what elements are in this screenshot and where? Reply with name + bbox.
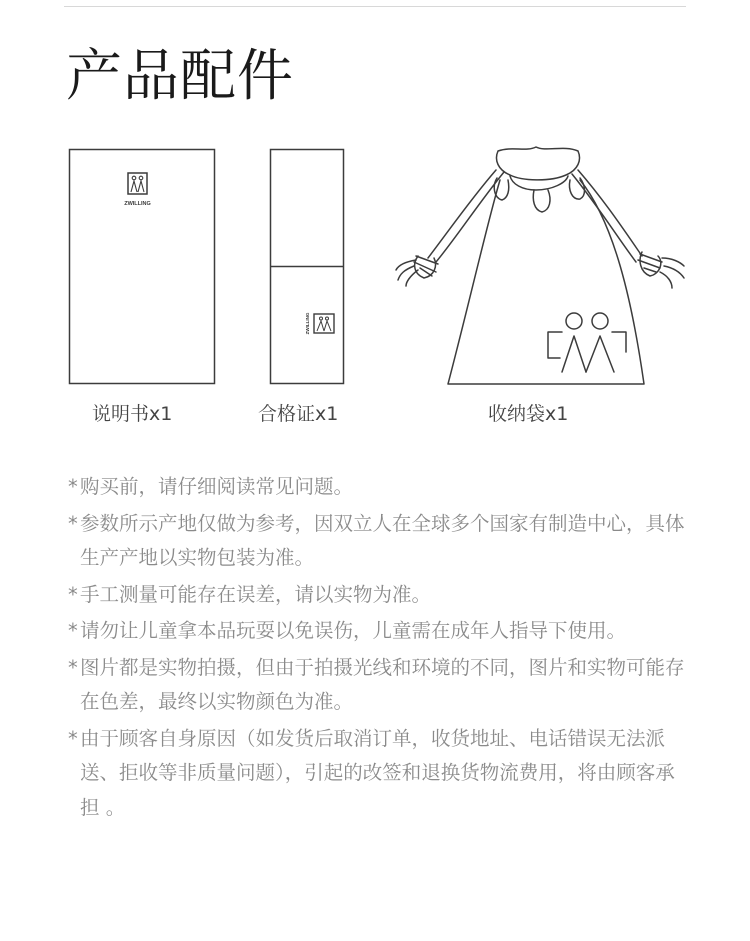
manual-illustration — [70, 150, 215, 384]
certificate-illustration — [271, 150, 344, 384]
notice-item — [68, 578, 688, 613]
notice-text: 图片都是实物拍摄，但由于拍摄光线和环境的不同，图片和实物可能存在色差，最终以实物颜色为准。 — [80, 655, 685, 713]
notice-marker: * — [68, 475, 78, 498]
pouch-illustration — [396, 147, 684, 384]
top-divider — [64, 0, 686, 7]
manual-label: 说明书x1 — [92, 403, 173, 425]
page-title: 产品配件 — [66, 44, 294, 109]
certificate-label: 合格证x1 — [258, 403, 339, 425]
notice-item — [68, 651, 688, 720]
pouch-label: 收纳袋x1 — [488, 403, 569, 425]
notice-text: 参数所示产地仅做为参考，因双立人在全球多个国家有制造中心，具体生产产地以实物包装为准。 — [80, 511, 685, 569]
notice-list — [68, 470, 688, 827]
notice-text: 手工测量可能存在误差，请以实物为准。 — [80, 582, 432, 606]
notice-text: 由于顾客自身原因（如发货后取消订单，收货地址、电话错误无法派送、拒收等非质量问题），引起的改签和退换货物流费用，将由顾客承担 。 — [80, 726, 675, 819]
notice-marker: * — [68, 511, 78, 535]
certificate-brand-text: ZWILLING — [305, 312, 310, 335]
notice-item — [68, 722, 688, 826]
manual-brand-text: ZWILLING — [124, 201, 151, 207]
notice-marker: * — [68, 582, 78, 606]
accessories-illustration — [0, 140, 750, 392]
notice-item — [68, 507, 688, 576]
notice-item — [68, 470, 688, 505]
notice-text: 请勿让儿童拿本品玩耍以免误伤，儿童需在成年人指导下使用。 — [80, 619, 627, 642]
notice-marker: * — [68, 655, 78, 679]
notice-item — [68, 614, 688, 649]
notice-text: 购买前，请仔细阅读常见问题。 — [80, 475, 354, 498]
twin-figures-logo-icon — [548, 313, 626, 372]
notice-marker: * — [68, 619, 78, 642]
notice-marker: * — [68, 726, 78, 750]
